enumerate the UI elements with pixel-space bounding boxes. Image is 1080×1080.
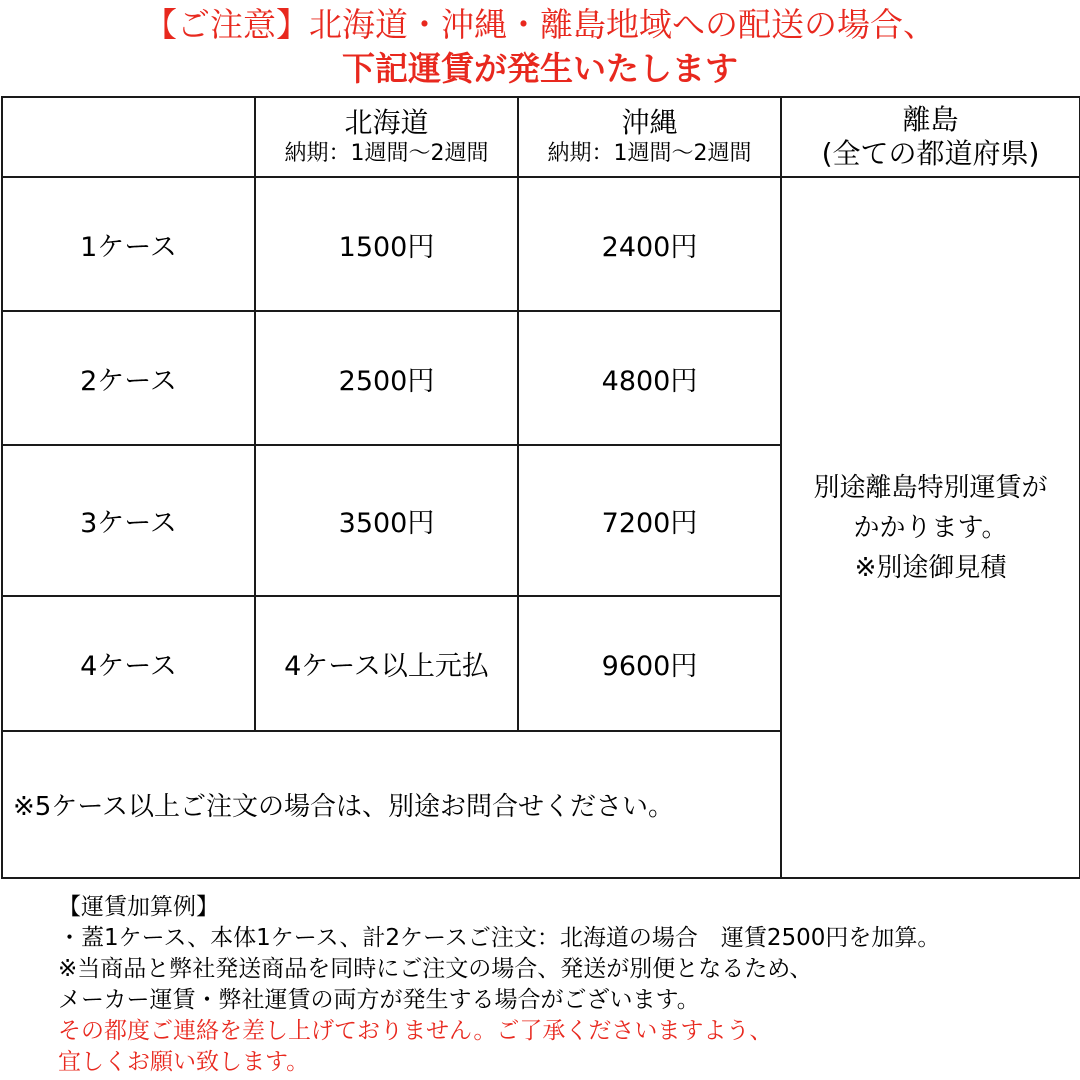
calculation-example-heading: 【運賃加算例】 <box>58 894 219 920</box>
no-contact-notice: その都度ご連絡を差し上げておりません。ご了承くださいますよう、 <box>58 1018 773 1044</box>
header-okinawa <box>518 97 781 177</box>
okinawa-rate-3-cases: 7200円 <box>518 445 781 596</box>
rito-note-line-3: ※別途御見積 <box>854 552 1007 583</box>
closing-request: 宜しくお願い致します。 <box>58 1049 310 1075</box>
notice-subtitle: 下記運賃が発生いたします <box>342 49 738 88</box>
header-hokkaido-leadtime: 納期：1週間〜2週間 <box>284 141 489 166</box>
notice-title: 【ご注意】北海道・沖縄・離島地域への配送の場合、 <box>144 5 936 44</box>
rito-note-line-2: かかります。 <box>853 512 1008 543</box>
shipping-calculation-notes <box>58 892 1068 1078</box>
header-empty-cell <box>2 97 255 177</box>
calculation-example-line: ・蓋1ケース、本体1ケース、計2ケースご注文：北海道の場合 運賃2500円を加算。 <box>58 925 941 951</box>
row-label-4-cases: 4ケース <box>2 596 255 731</box>
header-okinawa-label: 沖縄 <box>621 106 678 139</box>
header-okinawa-leadtime: 納期：1週間〜2週間 <box>547 141 752 166</box>
shipping-rate-table <box>1 96 1080 879</box>
okinawa-rate-2-cases: 4800円 <box>518 311 781 445</box>
hokkaido-rate-2-cases: 2500円 <box>255 311 518 445</box>
hokkaido-rate-3-cases: 3500円 <box>255 445 518 596</box>
bulk-order-note: ※5ケース以上ご注文の場合は、別途お問合せください。 <box>2 731 781 878</box>
table-header-row <box>2 97 1080 177</box>
hokkaido-rate-1-case: 1500円 <box>255 177 518 311</box>
separate-shipping-note: メーカー運賃・弊社運賃の両方が発生する場合がございます。 <box>58 987 700 1013</box>
header-rito-scope: (全ての都道府県) <box>821 137 1040 170</box>
rito-note-cell <box>781 177 1080 878</box>
okinawa-rate-4-cases: 9600円 <box>518 596 781 731</box>
header-rito <box>781 97 1080 177</box>
okinawa-rate-1-case: 2400円 <box>518 177 781 311</box>
header-hokkaido <box>255 97 518 177</box>
hokkaido-rate-4-cases: 4ケース以上元払 <box>255 596 518 731</box>
row-label-3-cases: 3ケース <box>2 445 255 596</box>
header-rito-label: 離島 <box>902 103 959 136</box>
row-label-2-cases: 2ケース <box>2 311 255 445</box>
rito-note-line-1: 別途離島特別運賃が <box>813 472 1048 503</box>
header-hokkaido-label: 北海道 <box>344 106 429 139</box>
separate-shipping-note: ※当商品と弊社発送商品を同時にご注文の場合、発送が別便となるため、 <box>58 956 813 982</box>
row-label-1-case: 1ケース <box>2 177 255 311</box>
table-row <box>2 177 1080 311</box>
